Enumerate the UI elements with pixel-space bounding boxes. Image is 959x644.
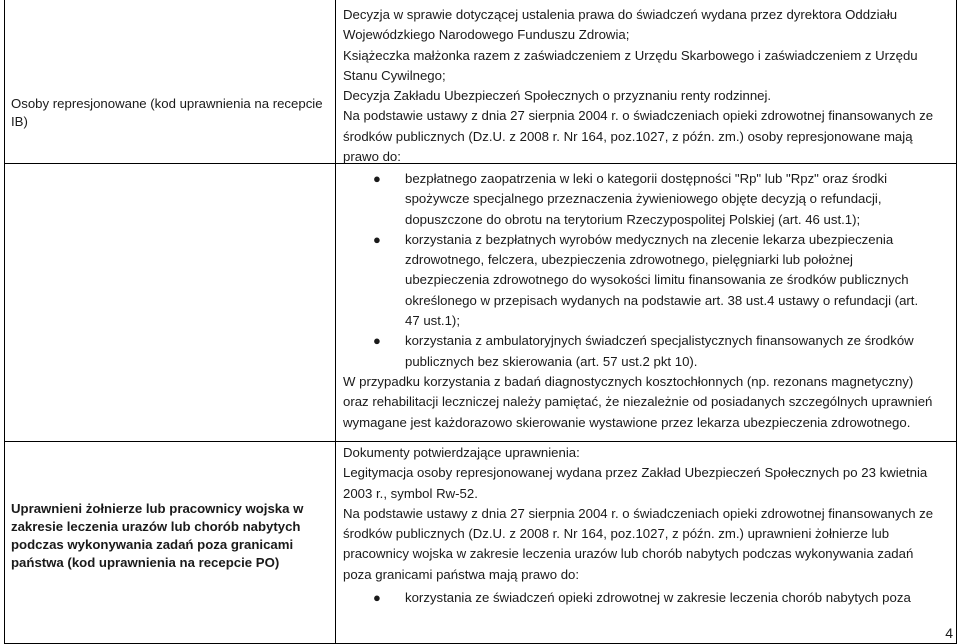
text-line: Na podstawie ustawy z dnia 27 sierpnia 2004 r. o świadczeniach opieki zdrowotnej finansowanych ze xyxy=(343,108,934,124)
text-line: prawo do: xyxy=(343,149,401,165)
bullet-icon: ● xyxy=(373,590,381,605)
text-line: 47 ust.1); xyxy=(405,313,460,329)
bullet-icon: ● xyxy=(373,231,381,247)
text-line: poza granicami państwa mają prawo do: xyxy=(343,566,580,582)
page-number: 4 xyxy=(945,625,953,641)
rights-list-section-2 xyxy=(343,588,948,608)
list-item xyxy=(343,169,948,230)
text-line: ubezpieczenia zdrowotnego do wysokości limitu finansowania ze środków publicznych xyxy=(405,272,909,288)
text-line: Dokumenty potwierdzające uprawnienia: xyxy=(343,445,580,460)
text-line: Decyzja Zakładu Ubezpieczeń Społecznych o przyznaniu renty rodzinnej. xyxy=(343,88,772,104)
text-line: Legitymacja osoby represjonowanej wydana przez Zakład Ubezpieczeń Społecznych po 23 kwietnia xyxy=(343,465,928,481)
text-line: pracownicy wojska w zakresie leczenia urazów lub chorób nabytych podczas wykonywania zadań xyxy=(343,546,914,562)
text-line: Stanu Cywilnego; xyxy=(343,67,446,83)
text-line: bezpłatnego zaopatrzenia w leki o kategorii dostępności "Rp" lub "Rpz" oraz środki xyxy=(405,171,888,186)
bullet-icon: ● xyxy=(373,333,381,349)
text-line: spożywcze specjalnego przeznaczenia żywieniowego objęte decyzją o refundacji, xyxy=(405,191,882,207)
text-line: środków publicznych (Dz.U. z 2008 r. Nr 164, poz.1027, z późn. zm.) osoby represjonowane mają xyxy=(343,128,913,144)
note-section-1 xyxy=(343,372,948,433)
text-line: środków publicznych (Dz.U. z 2008 r. Nr 164, poz.1027, z późn. zm.) uprawnieni żołnierze lub xyxy=(343,526,890,542)
text-line: określonego w przepisach wydanych na podstawie art. 38 ust.4 ustawy o refundacji (art. xyxy=(405,292,919,308)
rights-list-section-1 xyxy=(343,169,948,372)
list-item xyxy=(343,331,948,372)
column-divider xyxy=(335,0,336,643)
bullet-icon: ● xyxy=(373,171,381,186)
text-line: oraz rehabilitacji leczniczej należy pamiętać, że niezależnie od posiadanych szczególnych uprawnień xyxy=(343,394,933,410)
row-divider xyxy=(5,441,956,442)
text-line: Na podstawie ustawy z dnia 27 sierpnia 2004 r. o świadczeniach opieki zdrowotnej finansowanych ze xyxy=(343,505,934,521)
category-label-repressed: Osoby represjonowane (kod uprawnienia na recepcie IB) xyxy=(11,96,323,129)
text-line: 2003 r., symbol Rw-52. xyxy=(343,485,478,501)
list-item xyxy=(343,588,948,608)
text-line: wymagane jest każdorazowo skierowanie wystawione przez lekarza ubezpieczenia zdrowotnego. xyxy=(343,414,911,430)
text-line: Książeczka małżonka razem z zaświadczeniem z Urzędu Skarbowego i zaświadczeniem z Urzędu xyxy=(343,47,918,63)
list-item xyxy=(343,230,948,331)
text-line: W przypadku korzystania z badań diagnostycznych kosztochłonnych (np. rezonans magnetyczny) xyxy=(343,374,914,389)
text-line: zdrowotnego, felczera, ubezpieczenia zdrowotnego, pielęgniarki lub położnej xyxy=(405,252,853,268)
text-line: publicznych bez skierowania (art. 57 ust.2 pkt 10). xyxy=(405,353,698,369)
text-line: dopuszczone do obrotu na terytorium Rzeczypospolitej Polskiej (art. 46 ust.1); xyxy=(405,211,861,227)
text-line: Decyzja w sprawie dotyczącej ustalenia prawa do świadczeń wydana przez dyrektora Oddziału xyxy=(343,7,898,22)
documents-section-2 xyxy=(343,443,948,585)
rights-table xyxy=(4,0,957,644)
documents-section-1 xyxy=(343,5,948,167)
text-line: korzystania z ambulatoryjnych świadczeń specjalistycznych finansowanych ze środków xyxy=(405,333,914,349)
category-label-soldiers: Uprawnieni żołnierze lub pracownicy wojska w zakresie leczenia urazów lub chorób nabytych podczas wykonywania zadań poza granicami państwa (kod uprawnienia na recepcie PO) xyxy=(11,501,304,570)
text-line: korzystania ze świadczeń opieki zdrowotnej w zakresie leczenia chorób nabytych poza xyxy=(405,590,911,605)
text-line: Wojewódzkiego Narodowego Funduszu Zdrowia; xyxy=(343,27,630,43)
text-line: korzystania z bezpłatnych wyrobów medycznych na zlecenie lekarza ubezpieczenia xyxy=(405,231,894,247)
